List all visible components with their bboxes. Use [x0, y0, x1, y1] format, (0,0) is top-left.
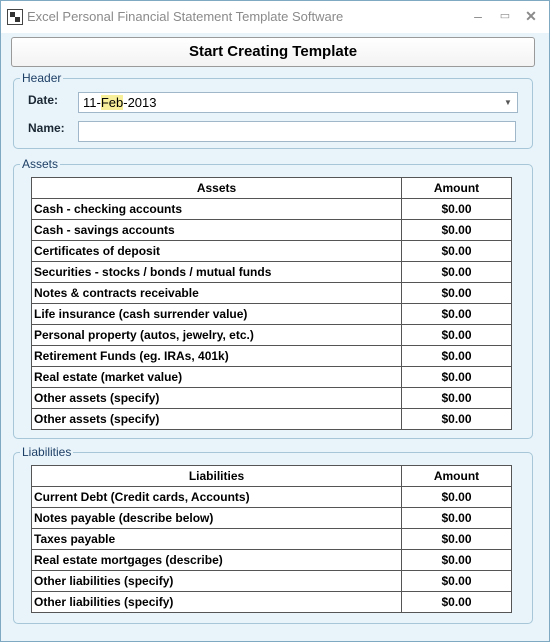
- assets-group-legend: Assets: [22, 157, 59, 171]
- liability-amount-cell[interactable]: $0.00: [402, 550, 512, 571]
- assets-group: [13, 157, 533, 439]
- table-row: [32, 508, 512, 529]
- liabilities-table: [31, 465, 512, 613]
- liability-amount-cell[interactable]: $0.00: [402, 571, 512, 592]
- title-bar[interactable]: [1, 1, 549, 33]
- date-month: Feb: [100, 95, 124, 110]
- assets-table: [31, 177, 512, 430]
- liability-item-cell[interactable]: Other liabilities (specify): [32, 571, 402, 592]
- date-label: Date:: [28, 93, 59, 107]
- liability-amount-cell[interactable]: $0.00: [402, 487, 512, 508]
- asset-item-cell[interactable]: Notes & contracts receivable: [32, 283, 402, 304]
- asset-item-cell[interactable]: Personal property (autos, jewelry, etc.): [32, 325, 402, 346]
- window-title: Excel Personal Financial Statement Template Software: [27, 9, 344, 24]
- asset-item-cell[interactable]: Real estate (market value): [32, 367, 402, 388]
- asset-amount-cell[interactable]: $0.00: [402, 409, 512, 430]
- asset-item-cell[interactable]: Certificates of deposit: [32, 241, 402, 262]
- date-year: -2013: [123, 95, 157, 110]
- asset-item-cell[interactable]: Retirement Funds (eg. IRAs, 401k): [32, 346, 402, 367]
- asset-amount-cell[interactable]: $0.00: [402, 367, 512, 388]
- liability-item-cell[interactable]: Real estate mortgages (describe): [32, 550, 402, 571]
- table-row: [32, 325, 512, 346]
- asset-amount-cell[interactable]: $0.00: [402, 262, 512, 283]
- amount-column-header: Amount: [402, 466, 512, 487]
- date-day: 11-: [83, 95, 101, 110]
- header-group-legend: Header: [22, 71, 62, 85]
- table-row: [32, 571, 512, 592]
- spreadsheet-icon: [7, 9, 23, 25]
- maximize-button[interactable]: ▭: [499, 10, 511, 22]
- minimize-button[interactable]: –: [474, 8, 482, 24]
- asset-amount-cell[interactable]: $0.00: [402, 346, 512, 367]
- asset-amount-cell[interactable]: $0.00: [402, 388, 512, 409]
- amount-column-header: Amount: [402, 178, 512, 199]
- asset-amount-cell[interactable]: $0.00: [402, 199, 512, 220]
- table-row: [32, 592, 512, 613]
- chevron-down-icon[interactable]: ▼: [504, 98, 512, 107]
- asset-amount-cell[interactable]: $0.00: [402, 220, 512, 241]
- asset-amount-cell[interactable]: $0.00: [402, 241, 512, 262]
- asset-item-cell[interactable]: Cash - checking accounts: [32, 199, 402, 220]
- liability-amount-cell[interactable]: $0.00: [402, 592, 512, 613]
- table-row: [32, 304, 512, 325]
- asset-item-cell[interactable]: Cash - savings accounts: [32, 220, 402, 241]
- asset-item-cell[interactable]: Securities - stocks / bonds / mutual funds: [32, 262, 402, 283]
- liabilities-group-legend: Liabilities: [22, 445, 72, 459]
- liabilities-column-header: Liabilities: [32, 466, 402, 487]
- assets-column-header: Assets: [32, 178, 402, 199]
- table-row: [32, 409, 512, 430]
- table-row: [32, 529, 512, 550]
- table-row: [32, 487, 512, 508]
- table-row: [32, 346, 512, 367]
- header-group: [13, 71, 533, 149]
- liability-item-cell[interactable]: Taxes payable: [32, 529, 402, 550]
- liability-item-cell[interactable]: Other liabilities (specify): [32, 592, 402, 613]
- table-row: [32, 241, 512, 262]
- table-row: [32, 262, 512, 283]
- asset-item-cell[interactable]: Other assets (specify): [32, 388, 402, 409]
- liabilities-group: [13, 445, 533, 624]
- asset-item-cell[interactable]: Other assets (specify): [32, 409, 402, 430]
- table-row: [32, 388, 512, 409]
- asset-amount-cell[interactable]: $0.00: [402, 283, 512, 304]
- liability-item-cell[interactable]: Notes payable (describe below): [32, 508, 402, 529]
- close-button[interactable]: ✕: [525, 8, 537, 24]
- liability-amount-cell[interactable]: $0.00: [402, 529, 512, 550]
- name-input[interactable]: [78, 121, 516, 142]
- table-row: [32, 550, 512, 571]
- name-label: Name:: [28, 121, 65, 135]
- asset-amount-cell[interactable]: $0.00: [402, 304, 512, 325]
- table-row: [32, 199, 512, 220]
- start-creating-template-button[interactable]: Start Creating Template: [11, 37, 535, 67]
- liability-item-cell[interactable]: Current Debt (Credit cards, Accounts): [32, 487, 402, 508]
- table-row: [32, 367, 512, 388]
- asset-item-cell[interactable]: Life insurance (cash surrender value): [32, 304, 402, 325]
- asset-amount-cell[interactable]: $0.00: [402, 325, 512, 346]
- date-picker[interactable]: [78, 92, 518, 113]
- liability-amount-cell[interactable]: $0.00: [402, 508, 512, 529]
- table-row: [32, 283, 512, 304]
- table-row: [32, 220, 512, 241]
